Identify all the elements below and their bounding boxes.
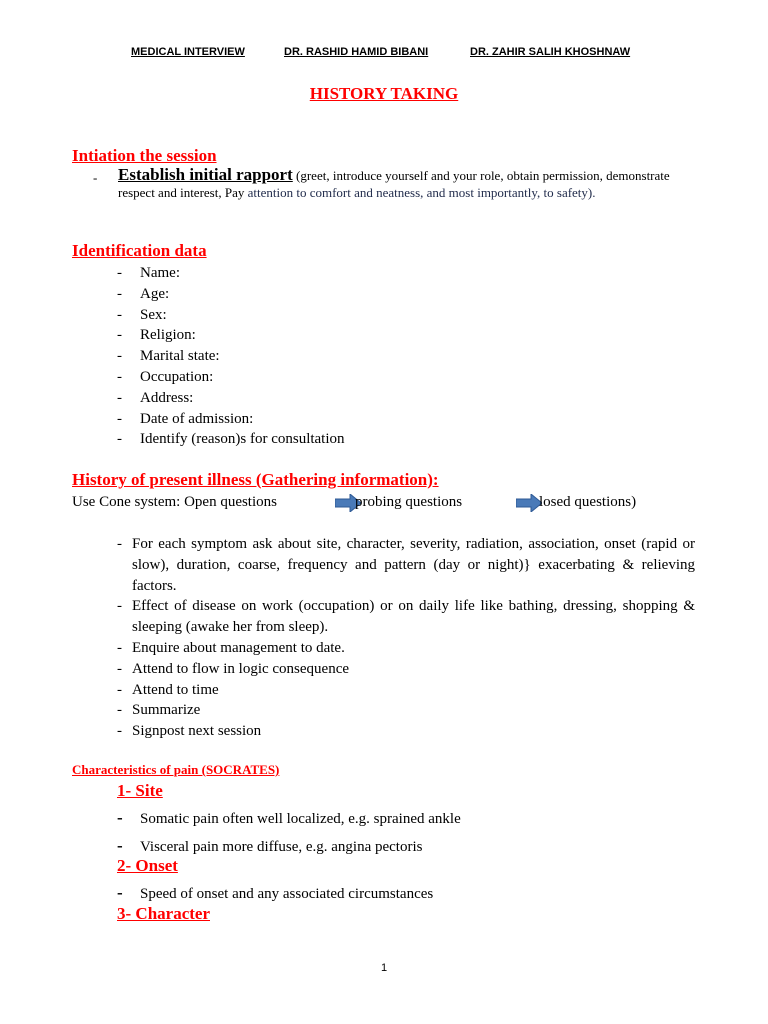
cone-intro: Use Cone system: Open questions	[72, 494, 277, 510]
hpi-list	[117, 534, 695, 742]
list-item-text: Marital state:	[140, 348, 220, 365]
list-item-text: Enquire about management to date.	[132, 639, 345, 656]
list-dash: -	[117, 808, 123, 827]
list-dash: -	[117, 431, 122, 448]
list-item-text: Name:	[140, 265, 180, 281]
list-item	[117, 721, 695, 742]
list-dash: -	[117, 702, 122, 719]
list-dash: -	[93, 170, 98, 185]
list-item-text: Attend to flow in logic consequence	[132, 660, 350, 677]
cone-mid: probing questions	[355, 494, 463, 510]
list-item	[117, 700, 695, 721]
list-item-text: Sex:	[140, 306, 167, 323]
list-item	[117, 346, 345, 367]
header-author-2: DR. ZAHIR SALIH KHOSHNAW	[470, 46, 631, 58]
subheading-site: 1- Site	[117, 781, 163, 800]
list-dash: -	[117, 883, 123, 902]
list-dash: -	[117, 327, 122, 344]
list-item-text: Age:	[140, 285, 170, 302]
header-author-1: DR. RASHID HAMID BIBANI	[284, 46, 429, 58]
rapport-lead: Establish initial rapport	[118, 165, 293, 184]
list-dash: -	[117, 536, 122, 552]
list-item	[117, 534, 695, 596]
list-dash: -	[117, 639, 122, 656]
list-item	[117, 883, 433, 903]
identification-list	[117, 263, 345, 450]
list-dash: -	[117, 348, 122, 365]
subheading-onset: 2- Onset	[117, 856, 178, 875]
list-item	[117, 284, 345, 305]
list-item	[117, 638, 695, 659]
list-item	[117, 388, 345, 409]
list-item	[117, 680, 695, 701]
list-item-text: Signpost next session	[132, 723, 262, 740]
list-item	[117, 429, 345, 450]
list-dash: -	[117, 660, 122, 677]
list-item	[117, 367, 345, 388]
list-dash: -	[117, 836, 123, 855]
list-item-text: Address:	[140, 389, 194, 406]
list-item-text: Effect of disease on work (occupation) or on daily life like bathing, dressing, shopping & sleeping (awake her from sleep).	[132, 598, 695, 636]
list-item	[117, 836, 422, 856]
list-item	[117, 305, 345, 326]
subheading-character: 3- Character	[117, 904, 210, 923]
rapport-text: (greet, introduce yourself and your role, obtain permission, demonstrate respect and interest, Pay	[118, 168, 670, 200]
cone-end: losed questions)	[539, 494, 637, 510]
list-item-text: For each symptom ask about site, character, severity, radiation, association, onset (rapid or slow), duration, coarse, frequency and pattern (day or night)} exacerbating & relieving factors.	[132, 536, 695, 594]
list-item	[117, 659, 695, 680]
list-item	[117, 808, 461, 828]
list-item	[117, 263, 345, 284]
list-item-text: Speed of onset and any associated circumstances	[140, 886, 434, 902]
list-item-text: Visceral pain more diffuse, e.g. angina pectoris	[140, 839, 423, 855]
list-dash: -	[117, 681, 122, 698]
list-item-text: Summarize	[132, 702, 201, 719]
section-heading-hpi: History of present illness (Gathering information):	[72, 470, 439, 489]
cone-system-line	[72, 491, 712, 513]
list-dash: -	[117, 265, 122, 281]
section-heading-initiation: Intiation the session	[72, 146, 217, 165]
list-dash: -	[117, 723, 122, 740]
list-item-text: Date of admission:	[140, 410, 254, 427]
list-dash: -	[117, 368, 122, 385]
rapport-text-dark: attention to comfort and neatness, and most importantly, to safety).	[247, 185, 596, 200]
list-item-text: Occupation:	[140, 368, 214, 385]
list-item-text: Religion:	[140, 327, 196, 344]
list-item	[117, 325, 345, 346]
section-heading-socrates: Characteristics of pain (SOCRATES)	[72, 762, 280, 777]
page-number: 1	[380, 962, 388, 974]
list-dash: -	[117, 598, 122, 615]
document-title: HISTORY TAKING	[309, 84, 459, 103]
list-item-text: Attend to time	[132, 681, 219, 698]
list-item-text: Somatic pain often well localized, e.g. sprained ankle	[140, 811, 461, 827]
list-dash: -	[117, 389, 122, 406]
list-dash: -	[117, 285, 122, 302]
list-dash: -	[117, 306, 122, 323]
header-course: MEDICAL INTERVIEW	[131, 46, 245, 58]
list-item	[117, 409, 345, 430]
list-dash: -	[117, 410, 122, 427]
list-item	[117, 596, 695, 638]
list-item-text: Identify (reason)s for consultation	[140, 431, 345, 448]
section-heading-identification: Identification data	[72, 241, 207, 260]
